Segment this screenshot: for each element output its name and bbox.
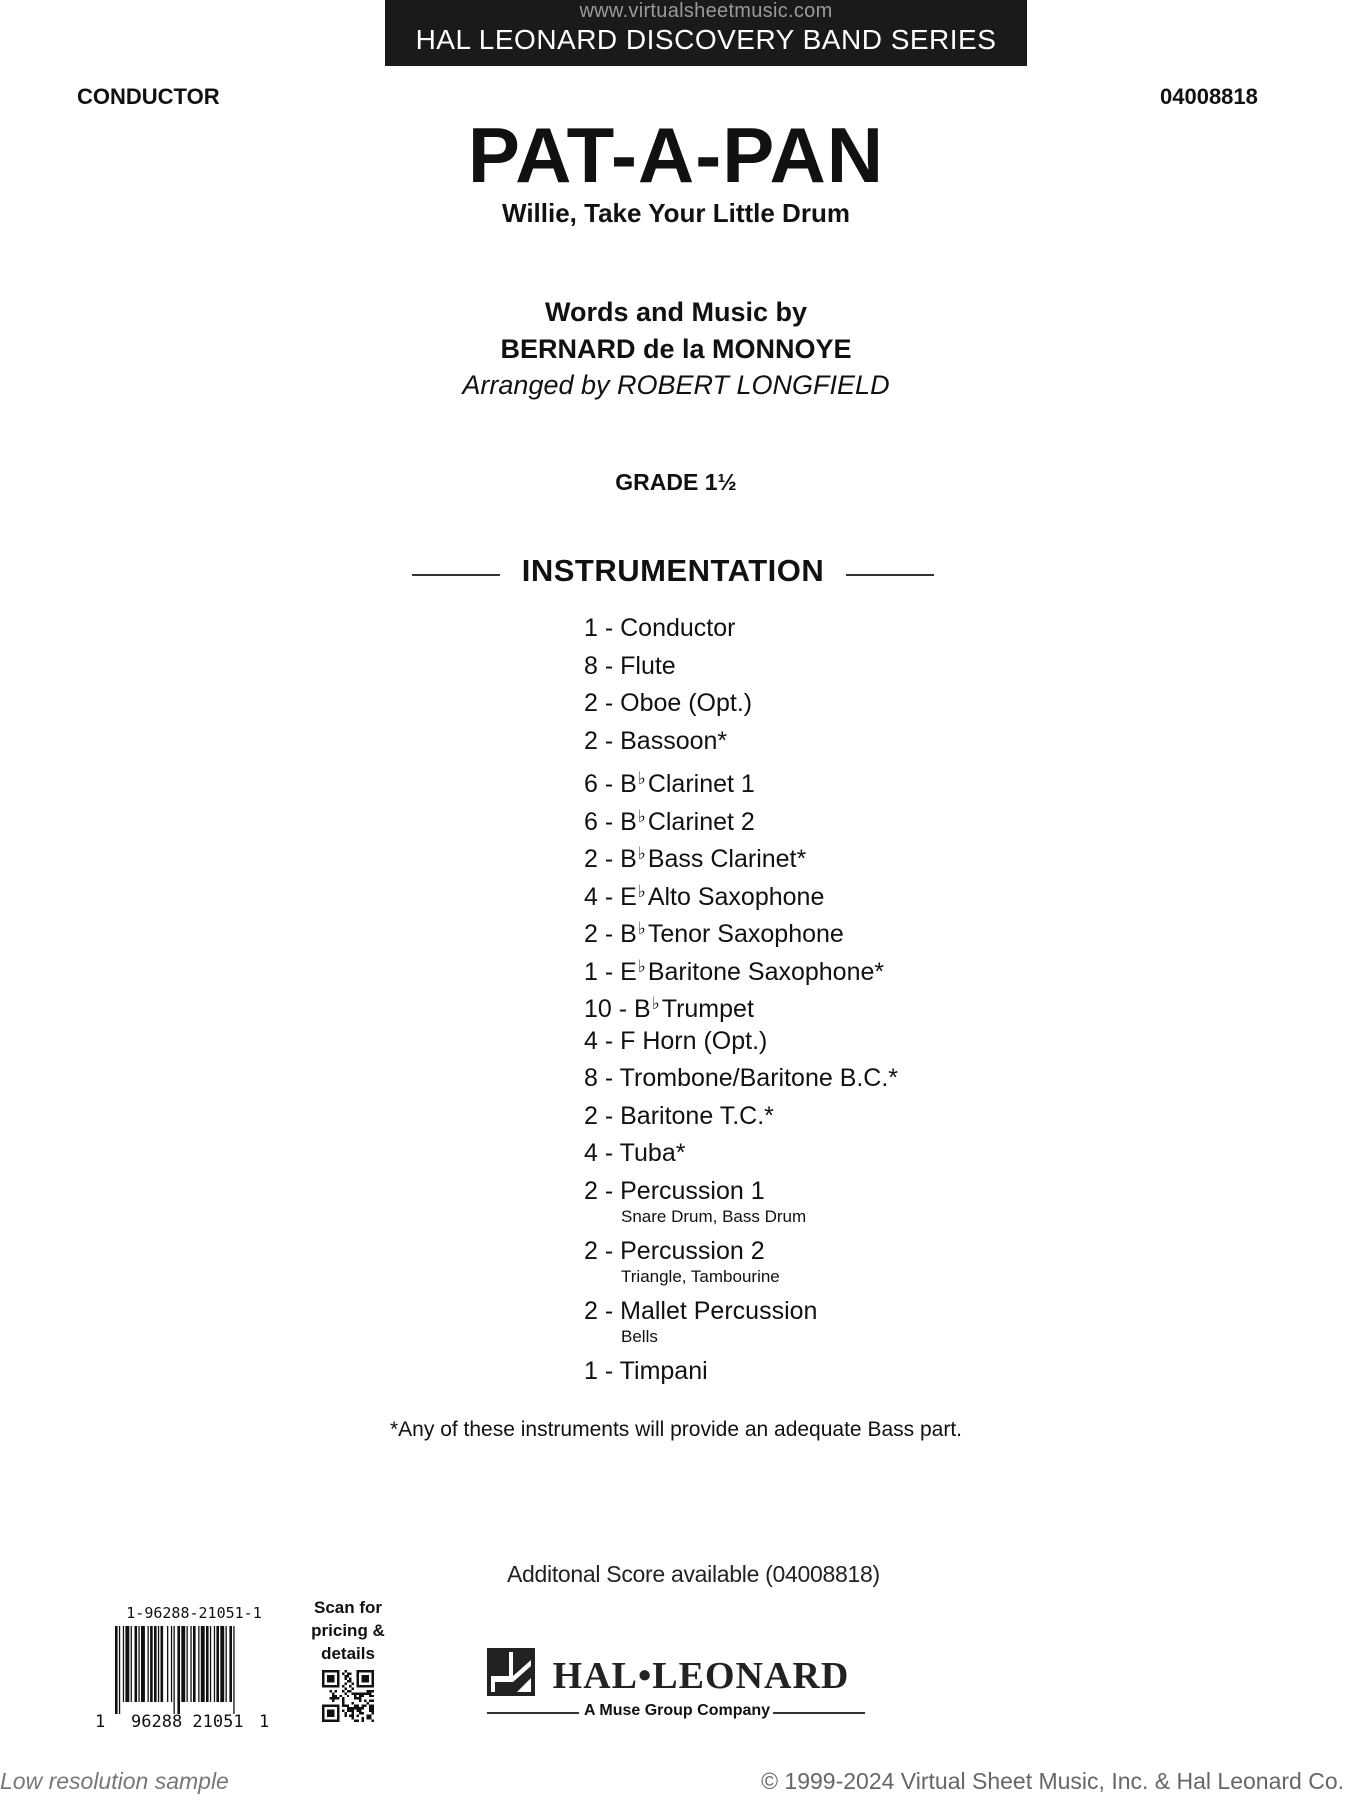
instrument-note: Snare Drum, Bass Drum: [621, 1207, 807, 1226]
publisher-logo-text: HAL•LEONARD: [552, 1655, 850, 1697]
instrument-item: [584, 1060, 1084, 1098]
instrument-count: 2 -: [584, 1176, 621, 1205]
instrument-note: Triangle, Tambourine: [621, 1267, 780, 1286]
barcode-digit-last: 1: [259, 1712, 270, 1732]
instrument-count: 2 -: [584, 1296, 621, 1325]
instrument-count: 10 - B: [584, 995, 651, 1023]
instrument-item: [584, 1098, 1084, 1136]
instrument-count: 2 -: [584, 726, 621, 755]
flat-sign-icon: ♭: [637, 844, 646, 863]
instrument-item: [584, 1353, 1084, 1391]
credit-words-music: Words and Music by: [544, 297, 808, 327]
instrument-count: 4 - E: [584, 882, 637, 911]
part-label: CONDUCTOR: [77, 84, 220, 109]
instrument-count: 4 -: [584, 1139, 620, 1167]
barcode-digit-first: 1: [95, 1712, 106, 1732]
instrument-name: Timpani: [619, 1356, 708, 1385]
barcode-bars: [115, 1626, 273, 1714]
series-title: HAL LEONARD DISCOVERY BAND SERIES: [415, 24, 997, 55]
instrument-item: [584, 873, 1084, 911]
flat-sign-icon: ♭: [637, 956, 646, 976]
credit-composer: BERNARD de la MONNOYE: [500, 334, 852, 364]
instrument-name: Trumpet: [661, 995, 754, 1023]
heading-rule-right: [846, 574, 934, 576]
instrumentation-list: [584, 610, 1084, 1390]
instrument-name: Percussion 1: [620, 1176, 765, 1205]
instrument-count: 6 - B: [584, 770, 637, 798]
instrument-name: Percussion 2: [620, 1236, 765, 1265]
low-resolution-note: Low resolution sample: [0, 1768, 229, 1794]
instrument-item: [584, 1233, 1084, 1293]
instrument-name: Trombone/Baritone B.C.*: [619, 1064, 899, 1092]
instrument-name: Mallet Percussion: [620, 1296, 818, 1325]
scan-for-pricing-text: Scan for pricing & details: [311, 1598, 385, 1663]
instrument-count: 2 -: [584, 689, 621, 717]
instrumentation-heading: INSTRUMENTATION: [521, 553, 825, 588]
instrument-count: 2 -: [584, 1101, 621, 1130]
flat-sign-icon: ♭: [637, 806, 646, 826]
instrument-item: [584, 1173, 1084, 1233]
tagline-rule-right: [773, 1712, 865, 1714]
instrument-name: Conductor: [620, 614, 736, 642]
instrument-count: 2 - B: [584, 920, 637, 948]
instrument-name: Bass Clarinet*: [647, 845, 807, 873]
instrument-name: Bassoon*: [620, 726, 728, 755]
instrument-name: Clarinet 2: [647, 807, 755, 836]
barcode-digits-middle: 96288 21051: [131, 1712, 244, 1732]
instrument-count: 6 - B: [584, 807, 637, 836]
page-title: PAT-A-PAN: [467, 111, 885, 199]
series-banner: [385, 0, 1027, 66]
instrument-name: Flute: [620, 651, 676, 680]
grade-level: GRADE 1½: [615, 469, 737, 495]
instrument-item: [584, 610, 1084, 648]
instrument-note: Bells: [621, 1327, 658, 1346]
instrument-name: Oboe (Opt.): [620, 689, 753, 717]
instrument-item: [584, 1135, 1084, 1173]
instrument-item: [584, 948, 1084, 986]
instrument-item: [584, 648, 1084, 686]
instrument-count: 2 - B: [584, 845, 637, 873]
instrument-name: Tuba*: [619, 1139, 686, 1167]
publisher-tagline: A Muse Group Company: [583, 1702, 771, 1719]
instrument-count: 1 -: [584, 614, 621, 642]
instrument-item: [584, 835, 1084, 873]
instrument-item: [584, 910, 1084, 948]
bass-footnote: *Any of these instruments will provide an adequate Bass part.: [390, 1418, 962, 1441]
instrument-item: [584, 1023, 1084, 1061]
flat-sign-icon: ♭: [637, 881, 646, 901]
barcode: [95, 1604, 275, 1734]
instrument-name: Tenor Saxophone: [647, 920, 844, 948]
flat-sign-icon: ♭: [637, 919, 646, 938]
instrument-item: [584, 760, 1084, 798]
instrument-name: Baritone Saxophone*: [647, 957, 885, 986]
heading-rule-left: [412, 574, 500, 576]
instrument-name: F Horn (Opt.): [620, 1026, 768, 1055]
copyright-notice: © 1999-2024 Virtual Sheet Music, Inc. & Hal Leonard Co.: [761, 1768, 1344, 1794]
credit-arranger: Arranged by ROBERT LONGFIELD: [462, 370, 890, 400]
instrument-item: [584, 1293, 1084, 1353]
barcode-number-top: 1-96288-21051-1: [126, 1604, 262, 1622]
instrument-count: 1 -: [584, 1356, 620, 1385]
instrument-name: Baritone T.C.*: [620, 1101, 774, 1130]
flat-sign-icon: ♭: [651, 994, 660, 1013]
instrument-count: 2 -: [584, 1236, 621, 1265]
instrument-item: [584, 685, 1084, 723]
instrument-count: 8 -: [584, 1064, 620, 1092]
instrument-count: 1 - E: [584, 957, 637, 986]
instrument-item: [584, 985, 1084, 1023]
instrument-count: 4 -: [584, 1026, 621, 1055]
hal-leonard-h-mark-icon: [487, 1648, 535, 1696]
additional-score-note: Additonal Score available (04008818): [507, 1561, 880, 1587]
instrument-name: Clarinet 1: [647, 770, 755, 798]
instrument-count: 8 -: [584, 651, 621, 680]
instrument-name: Alto Saxophone: [647, 882, 825, 911]
flat-sign-icon: ♭: [637, 769, 646, 788]
qr-code-icon[interactable]: [322, 1670, 374, 1722]
catalog-number: 04008818: [1160, 84, 1258, 109]
instrument-item: [584, 723, 1084, 761]
instrument-item: [584, 798, 1084, 836]
page-subtitle: Willie, Take Your Little Drum: [502, 198, 850, 228]
watermark-url: www.virtualsheetmusic.com: [579, 0, 833, 22]
